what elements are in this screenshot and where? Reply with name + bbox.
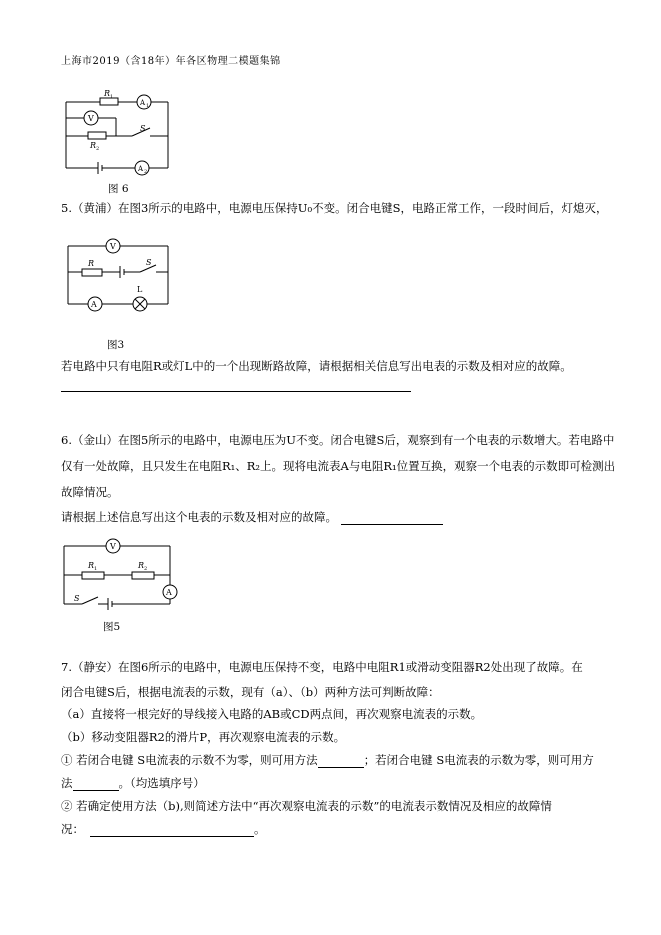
figure-3-caption: 图3	[107, 339, 125, 351]
svg-text:R: R	[138, 561, 145, 570]
svg-text:V: V	[110, 242, 116, 251]
q6-line-4: 请根据上述信息写出这个电表的示数及相对应的故障。	[61, 510, 443, 525]
svg-text:1: 1	[110, 94, 114, 100]
circuit-figure-3	[60, 236, 175, 316]
svg-text:A: A	[138, 165, 144, 173]
svg-text:S: S	[74, 594, 80, 603]
q6-answer-blank	[341, 512, 443, 525]
svg-text:1: 1	[94, 566, 98, 572]
q7-line-3: （a）直接将一根完好的导线接入电路的AB或CD两点间，再次观察电流表的示数。	[61, 707, 483, 721]
svg-text:2: 2	[144, 566, 148, 572]
q6-line-2: 仅有一处故障，且只发生在电阻R₁、R₂上。现将电流表A与电阻R₁位置互换，观察一个电表的示数即可检测出	[61, 459, 616, 473]
figure-6-caption: 图 6	[108, 183, 129, 195]
svg-text:2: 2	[144, 169, 148, 175]
q7-line-5: ① 若闭合电键 S电流表的示数不为零，则可用方法 ；若闭合电键 S电流表的示数为零，则可用方	[61, 753, 594, 767]
svg-text:S: S	[146, 258, 152, 267]
resistor-r1	[82, 572, 104, 579]
circuit-figure-6	[60, 86, 180, 191]
svg-text:A: A	[91, 300, 97, 309]
q7-blank-2	[73, 778, 119, 791]
svg-text:R: R	[104, 89, 111, 98]
svg-text:R: R	[88, 259, 95, 268]
svg-text:V: V	[88, 114, 94, 123]
page-header: 上海市2019（含18年）年各区物理二模题集锦	[61, 56, 281, 67]
q7-blank-1	[318, 755, 364, 768]
q7-line-8: 况： 。	[61, 822, 266, 836]
svg-text:V: V	[110, 542, 116, 551]
q7-blank-3	[90, 824, 254, 837]
figure-5-caption: 图5	[103, 621, 121, 633]
svg-text:2: 2	[96, 146, 100, 152]
svg-text:L: L	[137, 285, 143, 294]
svg-text:R: R	[88, 561, 95, 570]
q6-line-3: 故障情况。	[61, 485, 119, 499]
svg-text:A: A	[166, 588, 172, 597]
q7-line-1: 7.（静安）在图6所示的电路中，电源电压保持不变，电路中电阻R1或滑动变阻器R2处出现了故障。在	[61, 660, 583, 674]
q7-line-7: ② 若确定使用方法（b),则简述方法中“再次观察电流表的示数”的电流表示数情况及相应的故障情	[61, 799, 552, 813]
q7-line-6: 法 。（均选填序号）	[61, 776, 205, 790]
svg-text:A: A	[140, 99, 146, 107]
resistor-r1	[100, 98, 118, 105]
svg-text:S: S	[140, 124, 146, 133]
q7-line-2: 闭合电键S后，根据电流表的示数，现有（a）、（b）两种方法可判断故障：	[61, 685, 440, 699]
q5-answer-line	[61, 391, 411, 392]
switch-s	[82, 597, 98, 604]
circuit-figure-5	[58, 536, 183, 618]
resistor-r2	[132, 572, 154, 579]
q5-line-1: 5.（黄浦）在图3所示的电路中，电源电压保持U₀不变。闭合电键S，电路正常工作，一段时间后，灯熄灭，	[61, 201, 608, 215]
svg-text:R: R	[90, 141, 97, 150]
q5-line-2: 若电路中只有电阻R或灯L中的一个出现断路故障，请根据相关信息写出电表的示数及相对应的故障。	[61, 359, 572, 373]
resistor-r	[82, 269, 102, 276]
svg-text:1: 1	[146, 103, 150, 109]
q6-line-1: 6.（金山）在图5所示的电路中，电源电压为U不变。闭合电键S后，观察到有一个电表的示数增大。若电路中	[61, 433, 615, 447]
q7-line-4: （b）移动变阻器R2的滑片P，再次观察电流表的示数。	[61, 730, 346, 744]
resistor-r2	[88, 132, 106, 139]
